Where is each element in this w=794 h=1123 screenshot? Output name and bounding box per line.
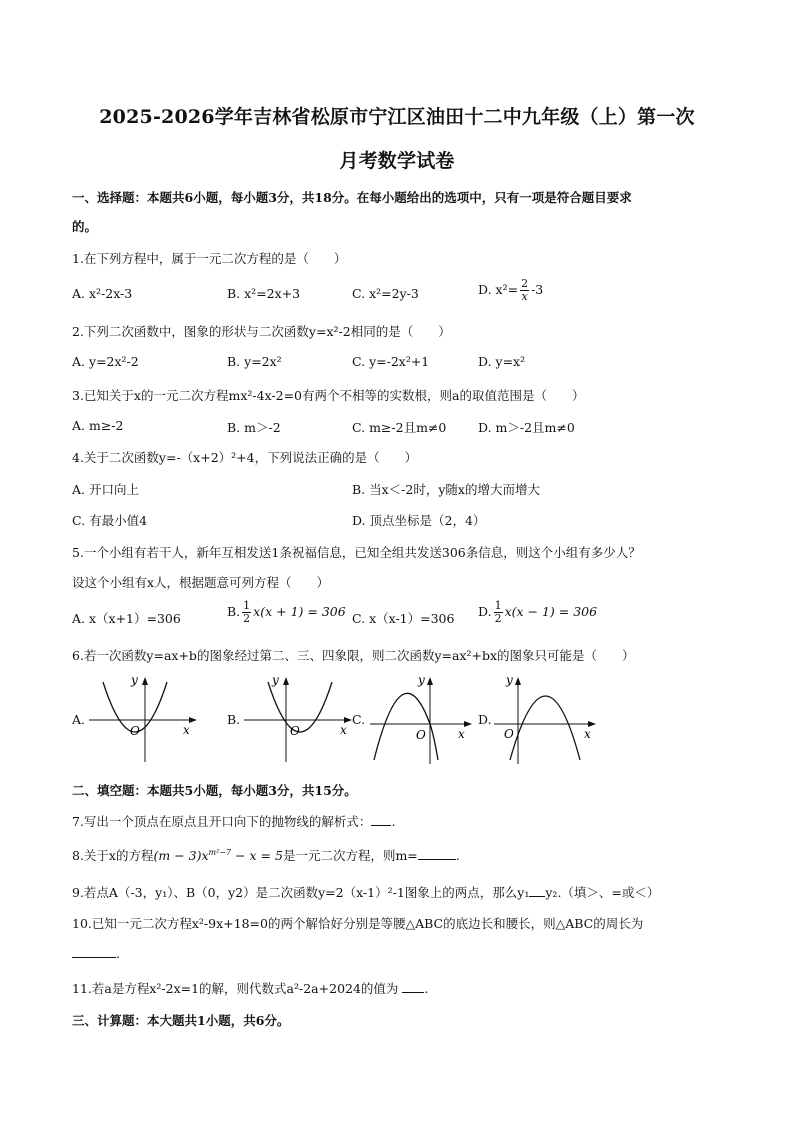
q11-stem: 11.若a是方程x²-2x=1的解，则代数式a²-2a+2024的值为 [72,981,399,996]
q6-option-b-label: B. [227,712,241,727]
q2-stem: 2.下列二次函数中，图象的形状与二次函数y=x²-2相同的是（ ） [72,324,451,339]
q9-stem: 9.若点A（-3，y₁）、B（0，y2）是二次函数y=2（x-1）²-1图象上的两点，那么y₁ [72,885,530,900]
q1-option-d [478,278,543,303]
q1-stem: 1.在下列方程中，属于一元二次方程的是（ ） [72,251,347,266]
q6-option-a-label: A. [72,712,86,727]
y-axis-arrow-icon [427,677,433,685]
q10-answer-blank[interactable] [72,957,116,958]
q5-option-b-pre: B. [227,604,241,619]
section1-heading-cont: 的。 [72,219,98,234]
y-axis-arrow-icon [515,677,521,685]
q5-b-frac-den: 2 [243,612,251,625]
section1-heading: 一、选择题：本题共6小题，每小题3分，共18分。在每小题给出的选项中，只有一项是符合题目要求 [72,190,632,205]
q8-line [72,846,460,864]
q5-option-b [227,600,346,625]
q7-line [72,812,395,830]
q9-end: y₂.（填＞、=或＜） [545,885,660,900]
q5-option-a: A. x（x+1）=306 [72,611,181,626]
x-axis-label: x [458,727,465,741]
q6-stem: 6.若一次函数y=ax+b的图象经过第二、三、四象限，则二次函数y=ax²+bx的图象只可能是（ ） [72,648,635,663]
q6-option-c-label: C. [352,712,366,727]
q2-option-d: D. y=x² [478,354,526,369]
q8-answer-blank[interactable] [418,859,456,860]
x-axis-arrow-icon [189,717,197,723]
y-axis-label: y [418,673,425,687]
q3-option-d: D. m＞-2且m≠0 [478,420,575,435]
section2-heading: 二、填空题：本题共5小题，每小题3分，共15分。 [72,783,357,798]
exam-title-line2: 月考数学试卷 [339,150,455,172]
q1-frac-num: 2 [521,277,529,290]
section3-heading: 三、计算题：本大题共1小题，共6分。 [72,1013,290,1028]
q1-fraction [520,278,529,303]
q7-answer-blank[interactable] [371,825,391,826]
q4-stem: 4.关于二次函数y=-（x+2）²+4，下列说法正确的是（ ） [72,450,418,465]
parabola [268,682,332,732]
x-axis-arrow-icon [464,721,472,727]
q11-line [72,979,428,997]
q6-graph-a [85,672,203,764]
q1-option-b: B. x²=2x+3 [227,286,301,301]
q8-equation-rest: − x = 5 [231,848,283,863]
q7-end: . [391,814,396,829]
q4-option-a: A. 开口向上 [72,482,139,497]
q5-b-frac-num: 1 [243,599,251,612]
q6-graph-c [366,672,478,766]
y-axis-label: y [131,673,138,687]
x-axis-label: x [183,723,190,737]
q4-option-c: C. 有最小值4 [72,513,148,528]
y-axis-label: y [506,673,513,687]
q6-graph-d [490,672,602,766]
q10-line2 [72,946,120,961]
q1-option-a: A. x²-2x-3 [72,286,133,301]
q9-line [72,883,659,901]
q5-option-d-pre: D. [478,604,492,619]
parabola [374,693,438,760]
origin-label: O [416,728,426,742]
origin-label: O [290,724,300,738]
y-axis-arrow-icon [142,677,148,685]
q2-option-a: A. y=2x²-2 [72,354,139,369]
q4-option-d: D. 顶点坐标是（2，4） [352,513,486,528]
q1-frac-den: x [521,290,528,303]
q6-graph-b [240,672,358,764]
q8-exponent: m²−7 [208,848,232,857]
q5-d-frac-den: 2 [494,612,502,625]
q5-stem-line2: 设这个小组有x人，根据题意可列方程（ ） [72,575,330,590]
q4-option-b: B. 当x＜-2时，y随x的增大而增大 [352,482,540,497]
origin-label: O [130,724,140,738]
q9-answer-blank[interactable] [529,896,545,897]
q1-option-c: C. x²=2y-3 [352,286,419,301]
q11-answer-blank[interactable] [402,992,424,993]
q11-end: . [424,981,429,996]
q2-option-c: C. y=-2x²+1 [352,354,430,369]
q10-end: . [116,946,120,961]
q5-d-fraction [494,600,503,625]
q1-option-d-post: -3 [531,282,544,297]
q3-option-b: B. m＞-2 [227,420,281,435]
q1-option-d-pre: D. x²= [478,282,519,297]
x-axis-label: x [340,723,347,737]
q3-stem: 3.已知关于x的一元二次方程mx²-4x-2=0有两个不相等的实数根，则a的取值范围是（ ） [72,388,585,403]
q5-b-fraction [242,600,251,625]
y-axis-arrow-icon [283,677,289,685]
parabola [510,696,580,760]
q2-option-b: B. y=2x² [227,354,282,369]
q5-option-c: C. x（x-1）=306 [352,611,455,626]
q3-option-c: C. m≥-2且m≠0 [352,420,447,435]
origin-label: O [504,727,514,741]
q5-option-b-eq: x(x + 1) = 306 [253,604,346,619]
exam-title-line1: 2025-2026学年吉林省松原市宁江区油田十二中九年级（上）第一次 [99,106,695,128]
q10-stem: 10.已知一元二次方程x²-9x+18=0的两个解恰好分别是等腰△ABC的底边长和腰长，则△ABC的周长为 [72,916,644,931]
q8-stem: 8.关于x的方程 [72,848,154,863]
q7-stem: 7.写出一个顶点在原点且开口向下的抛物线的解析式： [72,814,372,829]
q6-option-d-label: D. [478,712,492,727]
y-axis-label: y [272,673,279,687]
q5-d-frac-num: 1 [494,599,502,612]
q8-stem-mid: 是一元二次方程，则m= [282,848,418,863]
q3-option-a: A. m≥-2 [72,418,124,433]
x-axis-label: x [584,727,591,741]
q8-equation: (m − 3)x [153,848,209,863]
q8-end: . [455,848,460,863]
q5-stem-line1: 5.一个小组有若干人，新年互相发送1条祝福信息，已知全组共发送306条信息，则这个小组有多少人？ [72,545,641,560]
q5-option-d [478,600,597,625]
q5-option-d-eq: x(x − 1) = 306 [504,604,598,619]
